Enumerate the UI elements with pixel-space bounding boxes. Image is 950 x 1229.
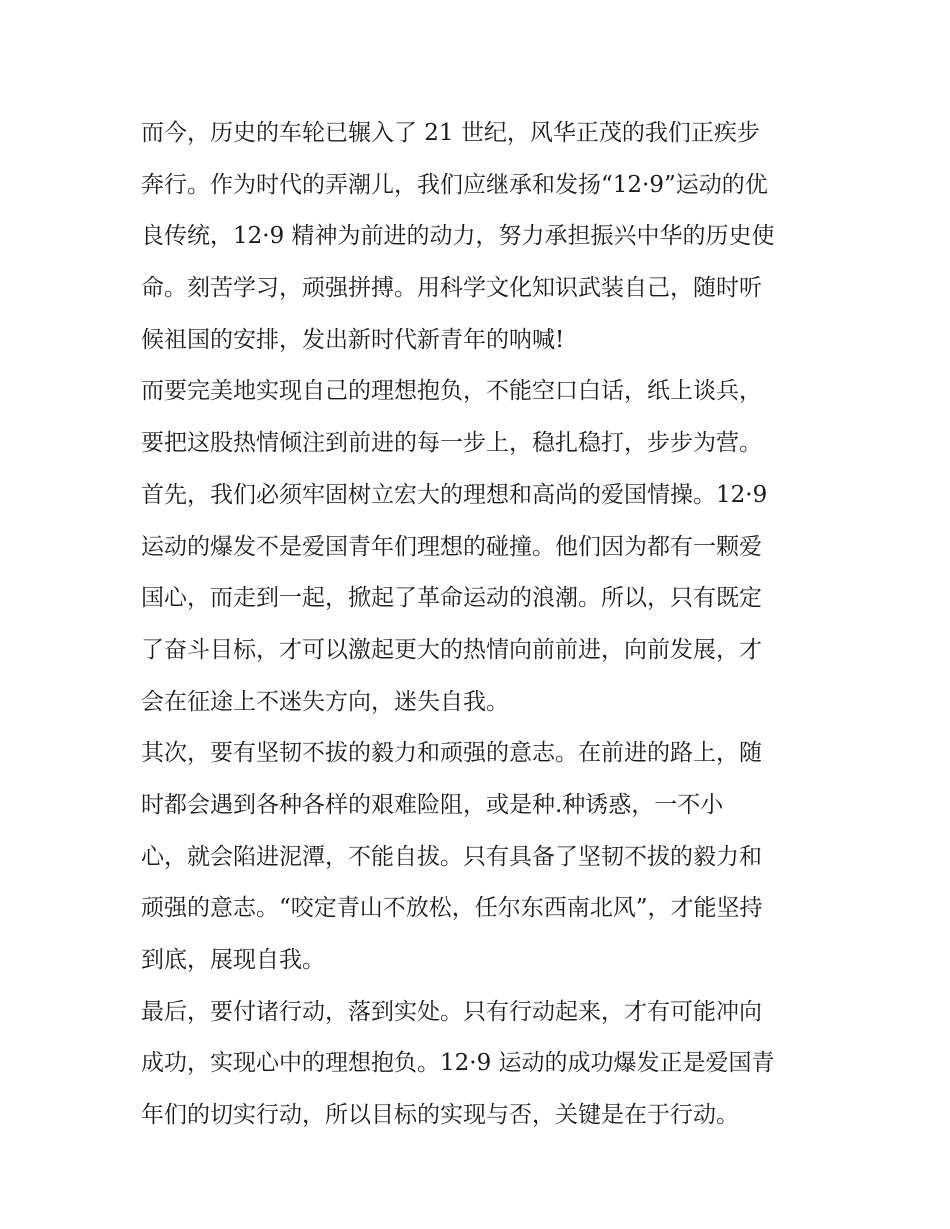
- text-line: 时都会遇到各种各样的艰难险阻，或是种.种诱惑，一不小: [141, 791, 724, 818]
- text-line: 国心，而走到一起，掀起了革命运动的浪潮。所以，只有既定: [141, 585, 762, 612]
- text-line: 运动的爆发不是爱国青年们理想的碰撞。他们因为都有一颗爱: [141, 533, 762, 560]
- text-line: 心，就会陷进泥潭，不能自拔。只有具备了坚韧不拔的毅力和: [141, 843, 762, 870]
- text-line: 顽强的意志。“咬定青山不放松，任尔东西南北风”，才能坚持: [141, 895, 763, 922]
- text-line: 良传统，12·9 精神为前进的动力，努力承担振兴中华的历史使: [141, 223, 775, 250]
- text-line: 首先，我们必须牢固树立宏大的理想和高尚的爱国情操。12·9: [141, 481, 768, 508]
- text-line: 命。刻苦学习，顽强拼搏。用科学文化知识武装自己，随时听: [141, 275, 762, 302]
- text-line: 年们的切实行动，所以目标的实现与否，关键是在于行动。: [141, 1102, 739, 1129]
- text-line: 奔行。作为时代的弄潮儿，我们应继承和发扬“12·9”运动的优: [141, 171, 768, 198]
- text-line: 其次，要有坚韧不拔的毅力和顽强的意志。在前进的路上，随: [141, 740, 762, 767]
- text-line: 成功，实现心中的理想抱负。12·9 运动的成功爆发正是爱国青: [141, 1050, 775, 1077]
- text-line: 而要完美地实现自己的理想抱负，不能空口白话，纸上谈兵，: [141, 378, 762, 405]
- text-line: 会在征途上不迷失方向，迷失自我。: [141, 688, 509, 715]
- text-line: 而今，历史的车轮已辗入了 21 世纪，风华正茂的我们正疾步: [141, 120, 760, 146]
- body-text: [141, 108, 831, 1142]
- text-line: 最后，要付诸行动，落到实处。只有行动起来，才有可能冲向: [141, 998, 762, 1025]
- text-line: 到底，展现自我。: [141, 947, 325, 973]
- text-line: 候祖国的安排，发出新时代新青年的呐喊!: [141, 326, 565, 353]
- text-line: 了奋斗目标，才可以激起更大的热情向前前进，向前发展，才: [141, 636, 762, 663]
- text-line: 要把这股热情倾注到前进的每一步上，稳扎稳打，步步为营。: [141, 430, 762, 457]
